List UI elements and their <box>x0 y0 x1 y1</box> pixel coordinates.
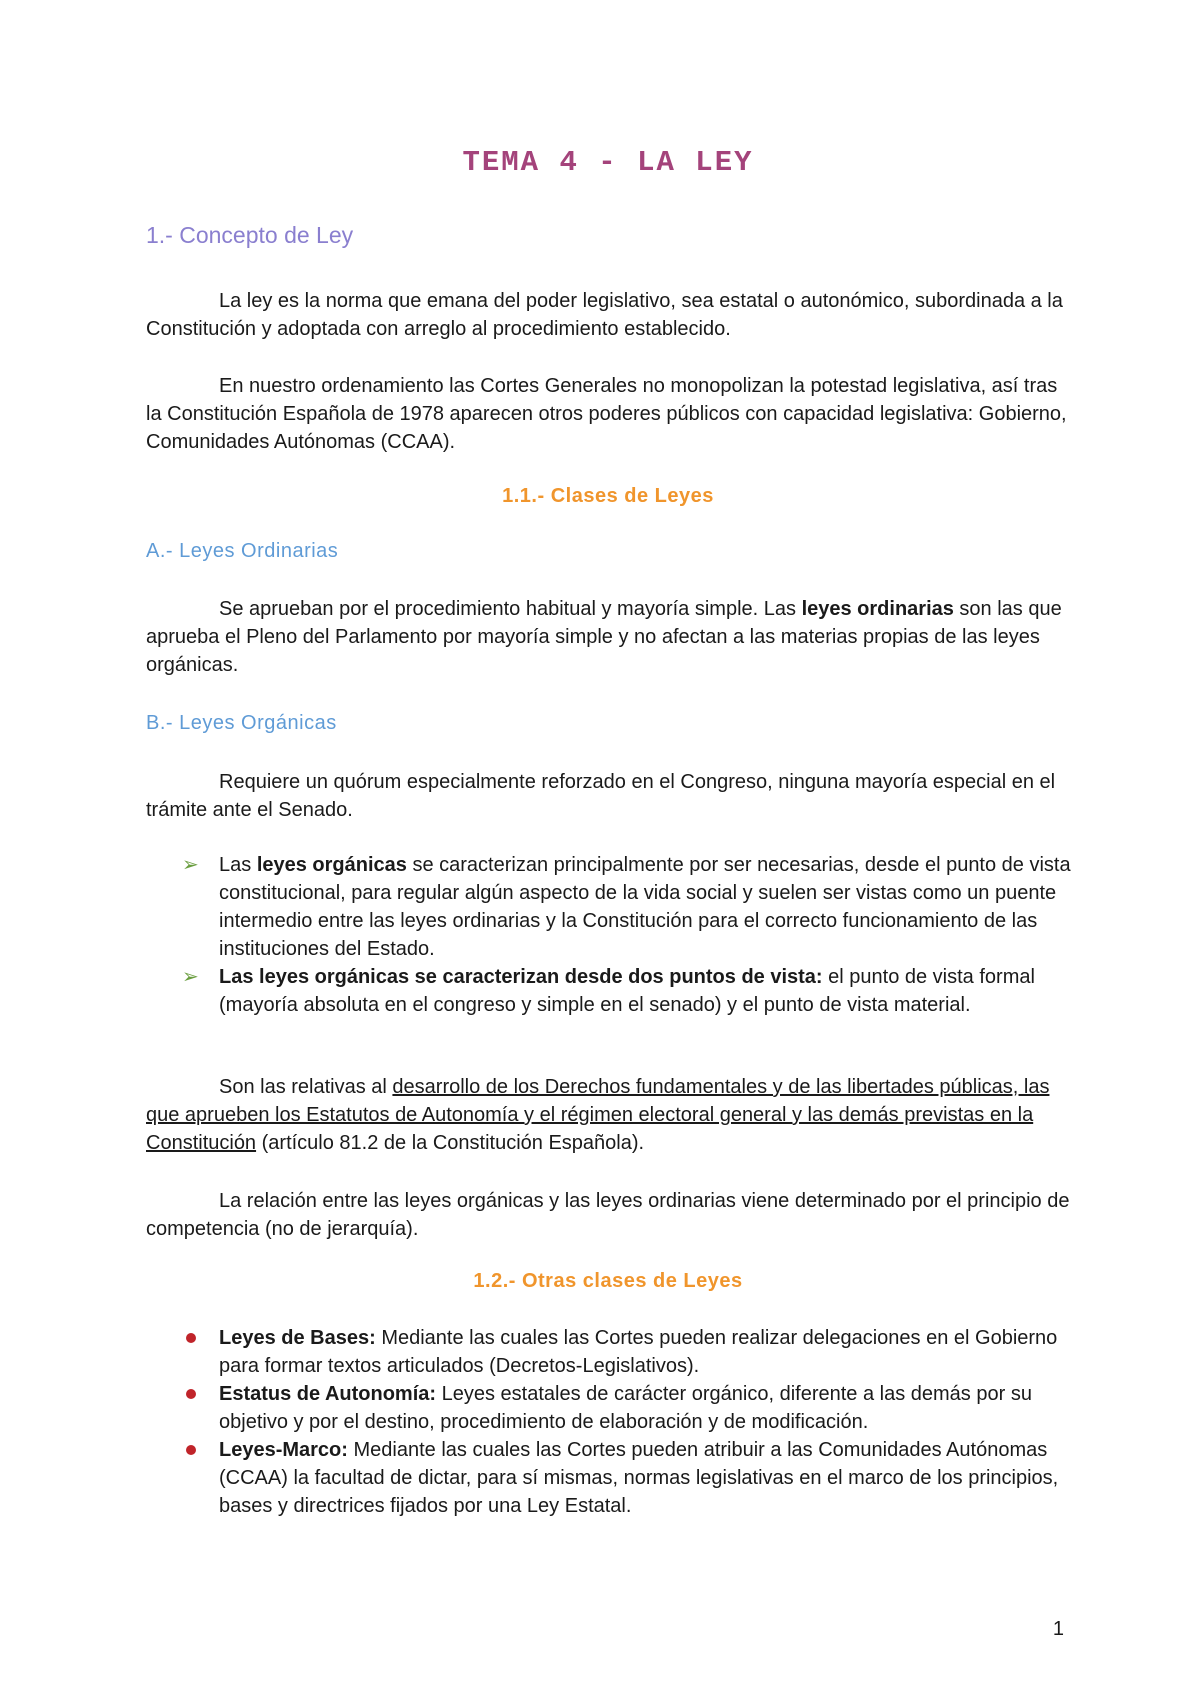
paragraph-ordinarias <box>146 595 1070 679</box>
paragraph-definicion: La ley es la norma que emana del poder legislativo, sea estatal o autonómico, subordinada a la Constitución y adoptada con arreglo al procedimiento establecido. <box>146 290 1063 340</box>
list-item <box>182 1436 1072 1520</box>
list-item <box>182 851 1072 963</box>
bold-term: Las leyes orgánicas se caracterizan desde dos puntos de vista: <box>219 966 823 988</box>
bold-term: leyes ordinarias <box>801 598 954 620</box>
text-segment: (artículo 81.2 de la Constitución Española). <box>256 1132 645 1154</box>
bold-term: Estatus de Autonomía: <box>219 1383 437 1405</box>
section-heading-concepto: 1.- Concepto de Ley <box>146 222 354 248</box>
text-segment: Se aprueban por el procedimiento habitual y mayoría simple. Las <box>219 598 802 620</box>
bold-term: Leyes de Bases: <box>219 1327 376 1349</box>
text-segment: Mediante las cuales las Cortes pueden realizar delegaciones en el Gobierno para formar textos articulados (Decretos-Legislativos). <box>219 1327 1058 1377</box>
arrow-bullet-icon: ➢ <box>182 966 199 988</box>
heading-leyes-ordinarias: A.- Leyes Ordinarias <box>146 540 339 562</box>
page-number: 1 <box>1052 1618 1064 1640</box>
paragraph-relativas <box>146 1073 1070 1157</box>
heading-leyes-organicas: B.- Leyes Orgánicas <box>146 712 337 734</box>
paragraph-quorum: Requiere un quórum especialmente reforzado en el Congreso, ninguna mayoría especial en el trámite ante el Senado. <box>146 771 1056 821</box>
underlined-text: desarrollo de los Derechos fundamentales y de las libertades públicas, las que aprueben los Estatutos de Autonomía y el régimen electoral general y las demás previstas en la Constitución <box>146 1076 1050 1154</box>
paragraph-relacion: La relación entre las leyes orgánicas y las leyes ordinarias viene determinado por el principio de competencia (no de jerarquía). <box>146 1190 1070 1240</box>
list-item <box>182 963 1072 1019</box>
arrow-bullet-icon: ➢ <box>182 854 199 876</box>
subsection-heading-clases: 1.1.- Clases de Leyes <box>502 485 714 507</box>
red-bullet-icon <box>186 1445 196 1455</box>
document-title: TEMA 4 - LA LEY <box>462 146 754 179</box>
text-segment: el punto de vista formal (mayoría absoluta en el congreso y simple en el senado) y el punto de vista material. <box>219 966 1035 1016</box>
text-segment: son las que aprueba el Pleno del Parlamento por mayoría simple y no afectan a las materias propias de las leyes orgánicas. <box>146 598 1062 676</box>
text-segment: se caracterizan principalmente por ser necesarias, desde el punto de vista constitucional, para regular algún aspecto de la vida social y suelen ser vistas como un puente intermedio entre las leyes ordinarias y la Constitución para el correcto funcionamiento de las instituciones del Estado. <box>219 854 1071 960</box>
bold-term: Leyes-Marco: <box>219 1439 348 1461</box>
list-item <box>182 1324 1072 1380</box>
red-bullet-icon <box>186 1333 196 1343</box>
paragraph-ordenamiento: En nuestro ordenamiento las Cortes Generales no monopolizan la potestad legislativa, así tras la Constitución Española de 1978 aparecen otros poderes públicos con capacidad legislativa: Gobierno, Comunidades Autónomas (CCAA). <box>146 375 1067 453</box>
text-segment: Leyes estatales de carácter orgánico, diferente a las demás por su objetivo y por el destino, procedimiento de elaboración y de modificación. <box>219 1383 1032 1433</box>
red-bullet-icon <box>186 1389 196 1399</box>
text-segment: Son las relativas al <box>219 1076 393 1098</box>
bold-term: leyes orgánicas <box>256 854 407 876</box>
otras-clases-list <box>182 1324 1072 1520</box>
subsection-heading-otras-clases: 1.2.- Otras clases de Leyes <box>473 1270 743 1292</box>
text-segment: Las <box>219 854 257 876</box>
list-item <box>182 1380 1072 1436</box>
organicas-bullet-list <box>182 851 1072 1019</box>
text-segment: Mediante las cuales las Cortes pueden atribuir a las Comunidades Autónomas (CCAA) la facultad de dictar, para sí mismas, normas legislativas en el marco de los principios, bases y directrices fijados por una Ley Estatal. <box>219 1439 1059 1517</box>
